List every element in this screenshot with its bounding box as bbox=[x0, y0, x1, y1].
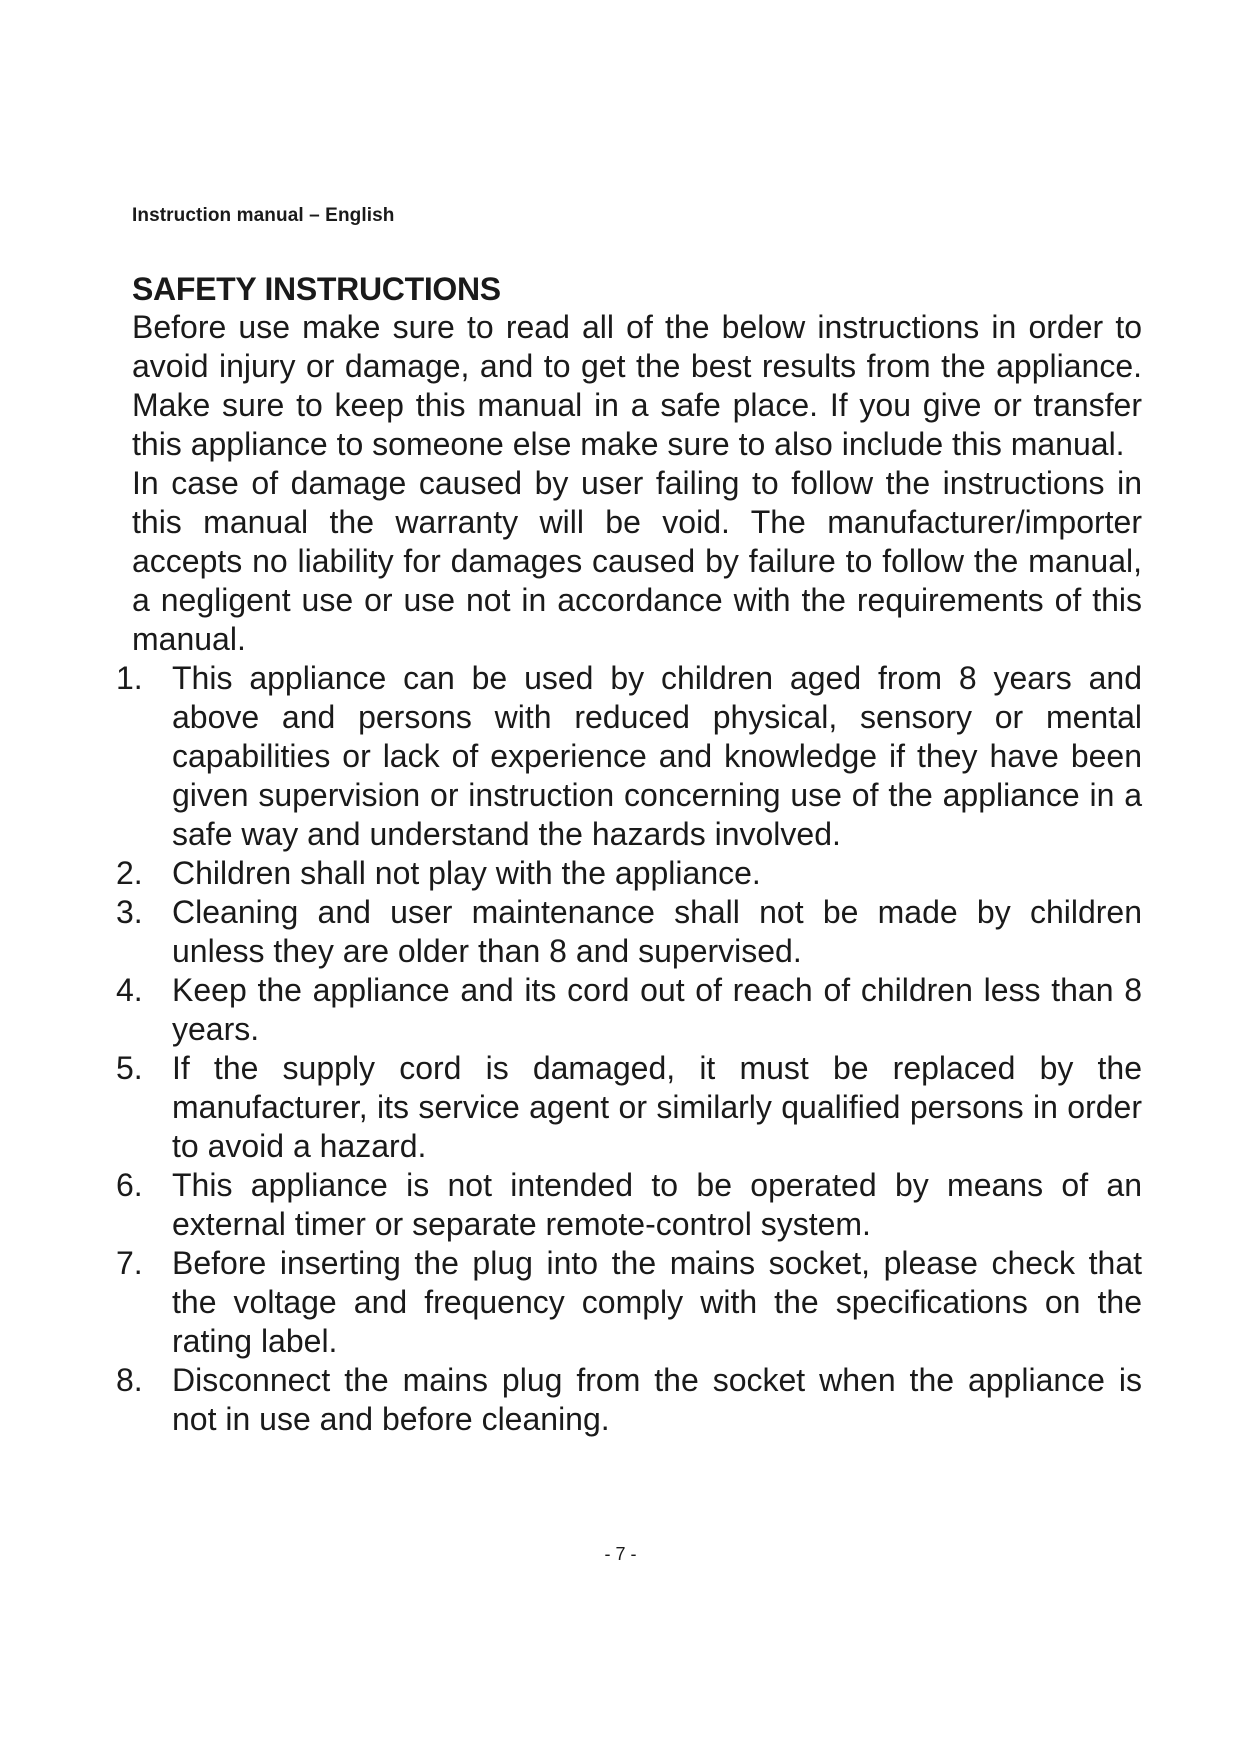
document-header: Instruction manual – English bbox=[132, 205, 395, 226]
list-item-text: This appliance can be used by children aged from 8 years and above and persons with reduced physical, sensory or mental capabilities or lack of experience and knowledge if they have been given supervision or instruction concerning use of the appliance in a safe way and understand the hazards involved. bbox=[172, 660, 1142, 852]
list-item-number: 6. bbox=[116, 1167, 143, 1203]
list-item bbox=[116, 893, 1142, 971]
list-item-number: 8. bbox=[116, 1362, 143, 1398]
list-item-number: 2. bbox=[116, 855, 143, 891]
list-item bbox=[116, 1244, 1142, 1361]
list-item-number: 1. bbox=[116, 660, 143, 696]
list-item-text: This appliance is not intended to be operated by means of an external timer or separate remote-control system. bbox=[172, 1167, 1142, 1242]
list-item bbox=[116, 854, 1142, 893]
list-item-text: Keep the appliance and its cord out of reach of children less than 8 years. bbox=[172, 972, 1142, 1047]
list-item-text: Children shall not play with the appliance. bbox=[172, 855, 761, 891]
list-item-text: Cleaning and user maintenance shall not be made by children unless they are older than 8 and supervised. bbox=[172, 894, 1142, 969]
list-item-text: Before inserting the plug into the mains socket, please check that the voltage and frequency comply with the specifications on the rating label. bbox=[172, 1245, 1142, 1359]
list-item bbox=[116, 1361, 1142, 1439]
list-item-number: 7. bbox=[116, 1245, 143, 1281]
section-title: SAFETY INSTRUCTIONS bbox=[132, 271, 501, 307]
list-item-number: 3. bbox=[116, 894, 143, 930]
list-item-text: Disconnect the mains plug from the socket when the appliance is not in use and before cleaning. bbox=[172, 1362, 1142, 1437]
list-item-text: If the supply cord is damaged, it must be replaced by the manufacturer, its service agent or similarly qualified persons in order to avoid a hazard. bbox=[172, 1050, 1142, 1164]
page-number: - 7 - bbox=[604, 1544, 637, 1564]
list-item bbox=[116, 1166, 1142, 1244]
intro-paragraph: Before use make sure to read all of the below instructions in order to avoid injury or damage, and to get the best results from the appliance. Make sure to keep this manual in a safe place. If you give or transfer this appliance to someone else make sure to also include this manual. bbox=[132, 309, 1142, 462]
list-item bbox=[116, 659, 1142, 854]
list-item bbox=[116, 1049, 1142, 1166]
safety-section bbox=[116, 270, 1142, 1439]
list-item-number: 5. bbox=[116, 1050, 143, 1086]
list-item bbox=[116, 971, 1142, 1049]
list-item-number: 4. bbox=[116, 972, 143, 1008]
safety-list bbox=[116, 659, 1142, 1439]
warranty-paragraph: In case of damage caused by user failing to follow the instructions in this manual the warranty will be void. The manufacturer/importer accepts no liability for damages caused by failure to follow the manual, a negligent use or use not in accordance with the requirements of this manual. bbox=[132, 465, 1142, 657]
